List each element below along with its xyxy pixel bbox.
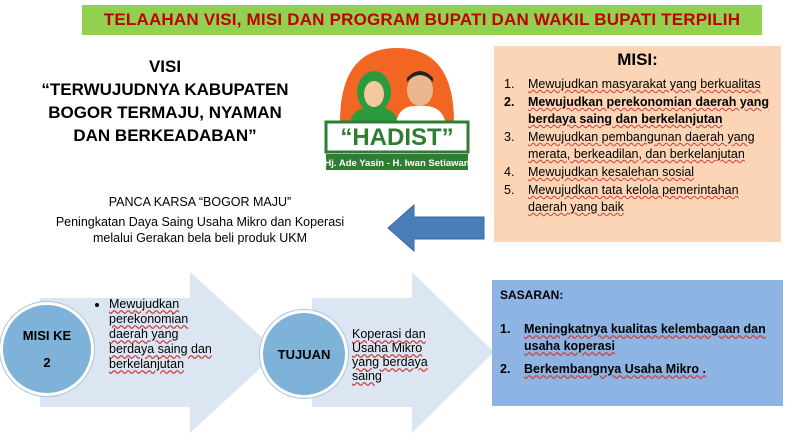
sasaran-list	[500, 321, 778, 384]
misi-title: MISI:	[617, 50, 658, 69]
misi-item-text: Mewujudkan perekonomian daerah yang berdaya saing dan berkelanjutan	[528, 95, 770, 126]
misi-ke-number: 2	[43, 355, 51, 370]
misi-item	[500, 182, 775, 216]
misi-ke-bullet-text: Mewujudkan perekonomian daerah yang berdaya saing dan berkelanjutan	[109, 297, 212, 371]
visi-line: “TERWUJUDNYA KABUPATEN	[41, 80, 289, 99]
logo-names-text: Hj. Ade Yasin - H. Iwan Setiawan	[324, 158, 470, 169]
hadist-logo	[322, 42, 472, 174]
misi-ke-description	[97, 297, 217, 372]
left-arrow-shape	[386, 203, 486, 253]
misi-item-number: 2.	[504, 95, 515, 109]
misi-list	[500, 76, 775, 217]
misi-box	[494, 46, 781, 242]
page-title: TELAAHAN VISI, MISI DAN PROGRAM BUPATI DAN WAKIL BUPATI TERPILIH	[82, 5, 762, 35]
misi-item	[500, 76, 775, 93]
misi-ke-bullet	[109, 297, 217, 372]
tujuan-label: TUJUAN	[277, 346, 331, 362]
logo-brand-text: “HADIST”	[340, 124, 454, 151]
visi-block	[20, 55, 310, 147]
panca-karsa-title: PANCA KARSA “BOGOR MAJU”	[108, 195, 292, 209]
sasaran-item-text: Meningkatnya kualitas kelembagaan dan usaha koperasi	[524, 322, 766, 353]
sasaran-item-number: 2.	[500, 362, 511, 376]
panca-karsa-block	[30, 194, 370, 246]
logo-person-right-face	[407, 74, 433, 106]
misi-item	[500, 164, 775, 181]
misi-item	[500, 129, 775, 163]
sasaran-item-text: Berkembangnya Usaha Mikro .	[524, 362, 707, 376]
sasaran-item-number: 1.	[500, 322, 511, 336]
sasaran-item	[500, 361, 778, 378]
panca-karsa-line: melalui Gerakan bela beli produk UKM	[93, 231, 307, 245]
misi-item	[500, 94, 775, 128]
sasaran-item	[500, 321, 778, 355]
tujuan-description	[352, 327, 442, 383]
misi-item-number: 5.	[504, 183, 515, 197]
misi-item-text: Mewujudkan kesalehan sosial	[528, 165, 695, 179]
misi-item-number: 3.	[504, 130, 515, 144]
panca-karsa-line: Peningkatan Daya Saing Usaha Mikro dan Koperasi	[55, 215, 345, 229]
misi-item-text: Mewujudkan masyarakat yang berkualitas	[528, 77, 761, 91]
logo-person-left-face	[364, 81, 384, 107]
visi-line: BOGOR TERMAJU, NYAMAN	[48, 103, 282, 122]
visi-line: DAN BERKEADABAN”	[73, 126, 257, 145]
misi-item-text: Mewujudkan pembangunan daerah yang merata, berkeadilan, dan berkelanjutan	[528, 130, 755, 161]
misi-item-number: 1.	[504, 77, 515, 91]
visi-label: VISI	[148, 57, 182, 76]
misi-item-number: 4.	[504, 165, 515, 179]
misi-ke-circle	[0, 302, 94, 396]
misi-ke-label: MISI KE	[22, 328, 72, 343]
hadist-logo-graphic	[322, 42, 472, 174]
sasaran-title: SASARAN:	[500, 288, 564, 302]
tujuan-circle	[260, 310, 348, 398]
misi-item-text: Mewujudkan tata kelola pemerintahan daerah yang baik	[528, 183, 739, 214]
tujuan-description-text: Koperasi dan Usaha Mikro yang berdaya saing	[352, 327, 428, 383]
sasaran-box	[492, 280, 783, 406]
left-arrow-icon	[386, 203, 486, 253]
